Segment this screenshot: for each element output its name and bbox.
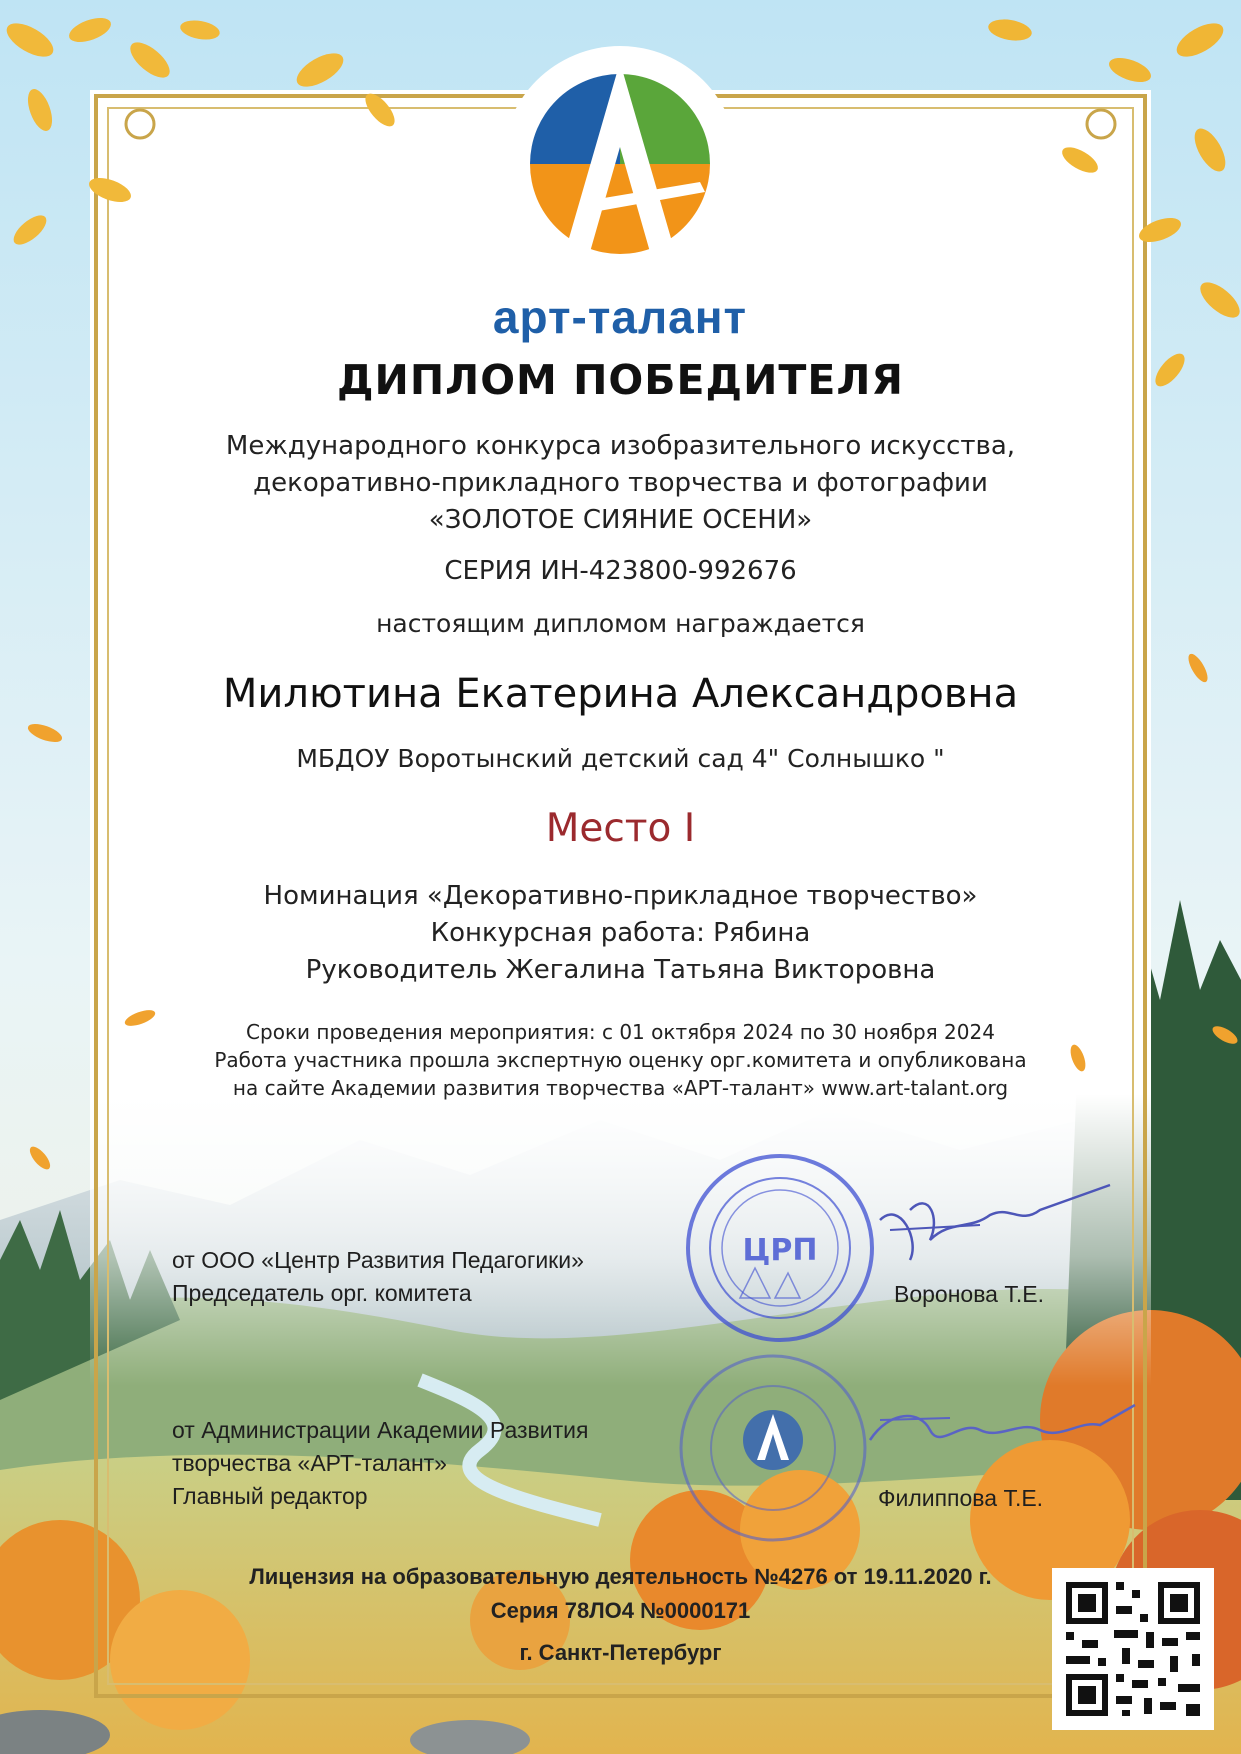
signature-block-2 (172, 1414, 588, 1513)
signature-2-name: Филиппова Т.Е. (878, 1485, 1044, 1511)
signature-1-role: Председатель орг. комитета (172, 1280, 472, 1306)
signature-filippova-icon (860, 1390, 1140, 1470)
signature-2-org-line-1: от Администрации Академии Развития (172, 1417, 589, 1443)
license-series: Серия 78ЛО4 №0000171 (490, 1598, 751, 1623)
event-dates: Сроки проведения мероприятия: с 01 октября 2024 по 30 ноября 2024 (246, 1020, 995, 1044)
diploma-title: ДИПЛОМ ПОБЕДИТЕЛЯ (337, 356, 904, 404)
stamp-crp-text: ЦРП (742, 1233, 818, 1268)
contest-line-2: декоративно-прикладного творчества и фотографии (253, 468, 988, 498)
signature-voronova-icon (870, 1180, 1120, 1270)
supervisor: Руководитель Жегалина Татьяна Викторовна (305, 955, 936, 985)
signature-2-role: Главный редактор (172, 1483, 368, 1509)
place-award: Место I (545, 806, 696, 851)
contest-work: Конкурсная работа: Рябина (430, 918, 811, 948)
stamp-crp-icon (680, 1148, 880, 1348)
recipient-organization: МБДОУ Воротынский детский сад 4" Солнышко " (296, 744, 945, 773)
contest-name: «ЗОЛОТОЕ СИЯНИЕ ОСЕНИ» (428, 505, 813, 535)
logo-wordmark: арт-талант (492, 291, 748, 343)
awarded-text: настоящим дипломом награждается (376, 609, 865, 638)
contest-description (0, 428, 1241, 539)
logo (492, 42, 748, 343)
qr-code-icon[interactable] (1052, 1568, 1214, 1730)
logo-emblem-icon (500, 42, 740, 292)
review-line-1: Работа участника прошла экспертную оценку орг.комитета и опубликована (214, 1048, 1027, 1072)
event-info (0, 1018, 1241, 1102)
nomination: Номинация «Декоративно-прикладное творчество» (263, 881, 978, 911)
stamp-art-talant-icon (673, 1348, 873, 1548)
license-text: Лицензия на образовательную деятельность №4276 от 19.11.2020 г. (249, 1564, 992, 1589)
city: г. Санкт-Петербург (519, 1640, 722, 1665)
signature-1-org: от ООО «Центр Развития Педагогики» (172, 1247, 584, 1273)
signature-1-name: Воронова Т.Е. (894, 1281, 1044, 1307)
recipient-name: Милютина Екатерина Александровна (222, 671, 1019, 717)
signature-block-1 (172, 1244, 584, 1310)
review-line-2: на сайте Академии развития творчества «АРТ-талант» www.art-talant.org (232, 1076, 1009, 1100)
signature-2-org-line-2: творчества «АРТ-талант» (172, 1450, 447, 1476)
series-number: СЕРИЯ ИН-423800-992676 (444, 556, 797, 586)
award-details (0, 878, 1241, 989)
contest-line-1: Международного конкурса изобразительного искусства, (225, 431, 1016, 461)
